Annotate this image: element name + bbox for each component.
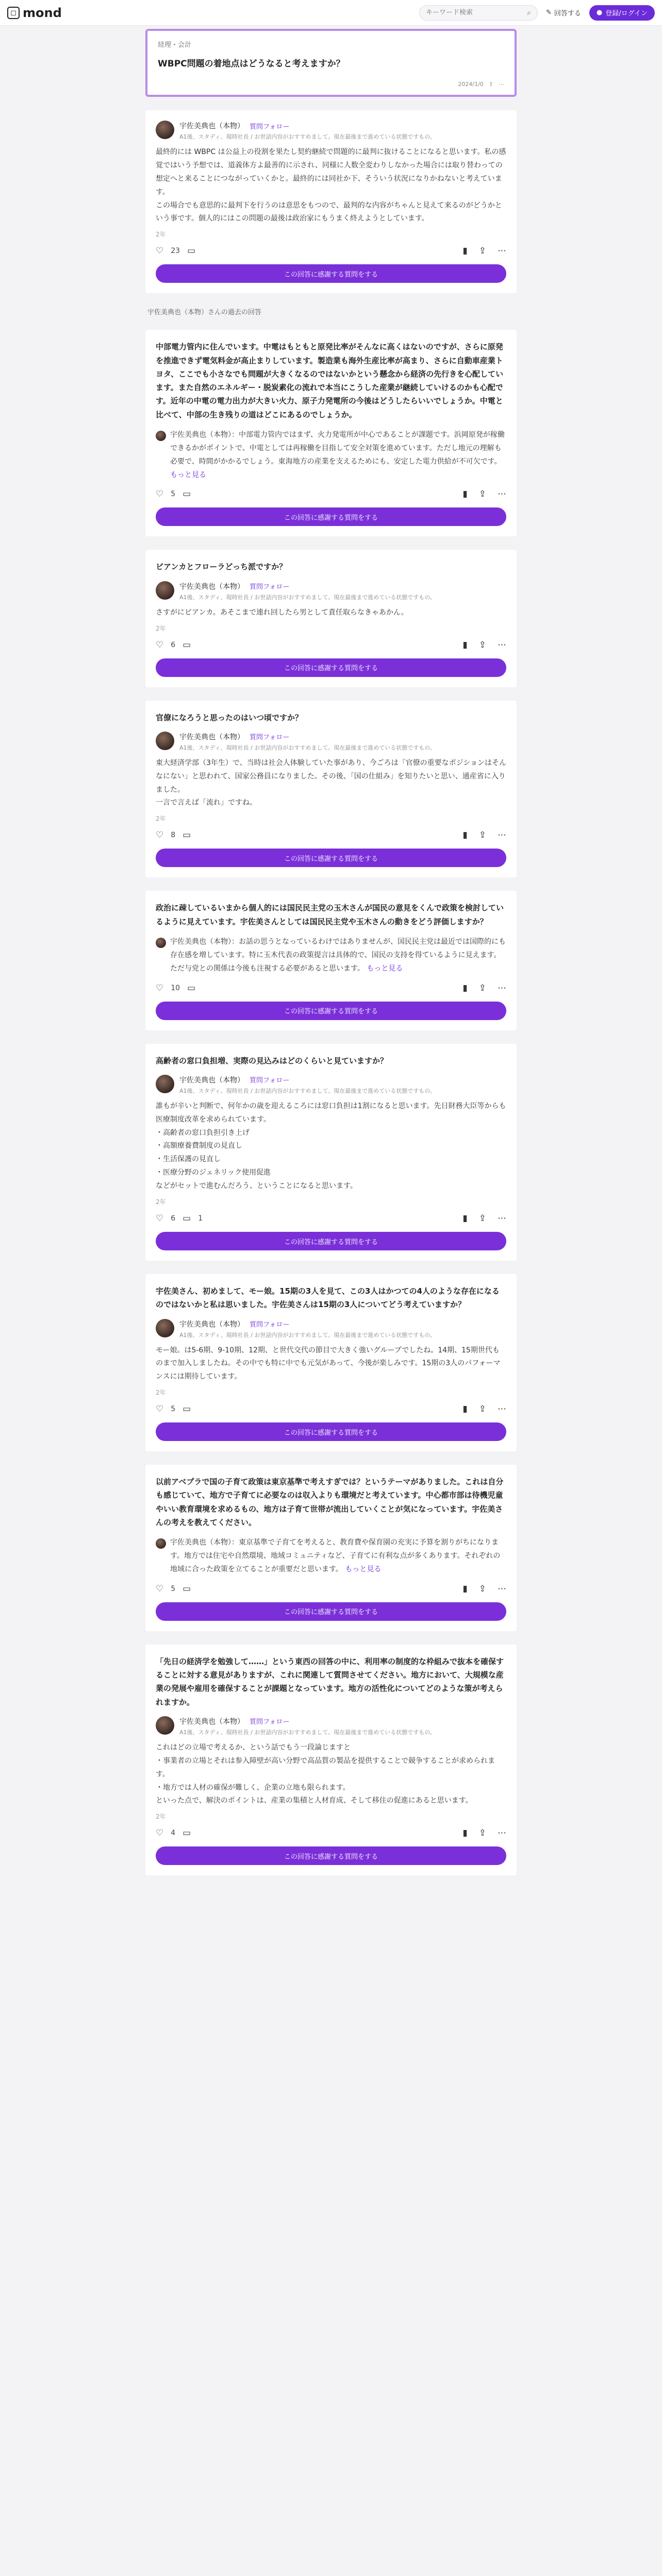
heart-icon[interactable]: ♡ <box>156 982 164 993</box>
bookmark-icon[interactable]: ▮ <box>462 1828 468 1839</box>
answer-date: 2年 <box>156 815 166 823</box>
comment-icon[interactable]: ▭ <box>187 246 196 257</box>
follow-button[interactable]: 質問フォロー <box>250 1321 290 1329</box>
more-icon[interactable]: ⋯ <box>498 246 506 257</box>
comment-icon[interactable]: ▭ <box>183 1404 191 1415</box>
inline-answer: 宇佐美典也（本物）：お話の思うとなっているわけではありませんが、国民民主党は最近では国際的にも存在感を増しています。特に玉木代表の政策提言は具体的で、国民の支持を得ているように見えます。ただ与党との関係は今後も注視する必要があると思います。 もっと見る <box>156 936 506 976</box>
bookmark-icon[interactable]: ▮ <box>462 830 468 841</box>
answer-actions <box>156 1584 506 1594</box>
bookmark-icon[interactable]: ▮ <box>462 489 468 500</box>
answer-author-name[interactable]: 宇佐美典也（本物） <box>170 937 231 946</box>
avatar[interactable] <box>156 121 174 139</box>
inline-answer: 宇佐美典也（本物）：東京基準で子育てを考えると、教育費や保育園の充実に予算を割りがちになります。地方では住宅や自然環境、地域コミュニティなど、子育てに有利な点が多くあります。それぞれの地域に合った政策を立てることが重要だと思います。 もっと見る <box>156 1536 506 1577</box>
comment-icon[interactable]: ▭ <box>183 1583 191 1594</box>
like-count: 5 <box>171 1584 176 1593</box>
user-icon: ● <box>596 9 603 16</box>
bookmark-icon[interactable]: ▮ <box>462 1213 468 1224</box>
heart-icon[interactable]: ♡ <box>156 830 164 841</box>
more-icon[interactable]: ⋯ <box>499 81 504 88</box>
question-title[interactable]: 高齢者の窓口負担増、実際の見込みはどのくらいと見ていますか？ <box>156 1056 388 1065</box>
site-logo[interactable] <box>7 6 62 20</box>
question-title[interactable]: 以前アベプラで国の子育て政策は東京基準で考えすぎでは？というテーマがありました。これは自分も感じていて、地方で子育てに必要なのは収入よりも環境だと考えています。中心都市部は待機児童やいい教育環境を求めるもの、地方は子育て世帯が流出していくことが気になっています。宇佐美さんの考えを教えてください。 <box>156 1477 504 1527</box>
author-name[interactable]: 宇佐美典也（本物） <box>179 122 244 130</box>
topic-category[interactable]: 経理・会計 <box>158 41 192 49</box>
like-count: 6 <box>171 1214 176 1223</box>
bookmark-icon[interactable]: ▮ <box>462 246 468 257</box>
follow-button[interactable]: 質問フォロー <box>250 734 290 742</box>
past-answer-card <box>145 1044 517 1261</box>
thanks-question-button[interactable]: この回答に感謝する質問をする <box>156 1846 506 1865</box>
thanks-question-button[interactable]: この回答に感謝する質問をする <box>156 507 506 526</box>
avatar[interactable] <box>156 1538 166 1549</box>
read-more-link[interactable]: もっと見る <box>345 1565 382 1573</box>
login-button[interactable] <box>589 5 655 21</box>
thanks-question-button[interactable]: この回答に感謝する質問をする <box>156 1602 506 1621</box>
author-name[interactable]: 宇佐美典也（本物） <box>179 1076 244 1084</box>
pencil-icon: ✎ <box>546 9 552 16</box>
answer-body: さすがにビアンカ。あそこまで連れ回したら男として責任取らなきゃあかん。 <box>156 608 408 617</box>
answer-author-name[interactable]: 宇佐美典也（本物） <box>170 1538 231 1547</box>
follow-button[interactable]: 質問フォロー <box>250 1718 290 1726</box>
follow-button[interactable]: 質問フォロー <box>250 583 290 591</box>
main-column <box>145 0 517 1875</box>
thanks-question-button[interactable]: この回答に感謝する質問をする <box>156 1002 506 1020</box>
comment-icon[interactable]: ▭ <box>183 830 191 841</box>
author-block <box>156 581 506 601</box>
like-count: 4 <box>171 1829 176 1838</box>
answer-actions <box>156 1404 506 1414</box>
answer-actions <box>156 1828 506 1838</box>
answer-date: 2年 <box>156 1813 166 1821</box>
like-count: 5 <box>171 1405 176 1414</box>
read-more-link[interactable]: もっと見る <box>170 470 206 479</box>
author-block <box>156 1716 506 1736</box>
more-icon[interactable]: ⋯ <box>498 489 506 500</box>
answer-body: モー娘。は5-6期、9-10期、12期、と世代交代の節目で大きく強いグループでしたね。14期、15期世代ものまで加入しましたね。その中でも特に中でも元気があって、今後が楽しみです。15期の3人のパフォーマンスには期待しています。 <box>156 1346 501 1381</box>
share-icon[interactable]: ⇪ <box>478 1583 486 1594</box>
topic-title: WBPC問題の着地点はどうなると考えますか？ <box>158 59 345 69</box>
thanks-question-button[interactable]: この回答に感謝する質問をする <box>156 1232 506 1250</box>
more-icon[interactable]: ⋯ <box>498 1583 506 1594</box>
logo-text: mond <box>23 5 62 20</box>
answer-actions <box>156 640 506 650</box>
logo-mark-icon: ◻ <box>7 7 20 19</box>
author-name[interactable]: 宇佐美典也（本物） <box>179 582 244 591</box>
like-count: 23 <box>171 247 180 256</box>
question-title[interactable]: ビアンカとフローラどっち派ですか？ <box>156 562 287 572</box>
heart-icon[interactable]: ♡ <box>156 246 164 257</box>
thanks-question-button[interactable]: この回答に感謝する質問をする <box>156 658 506 677</box>
answer-date: 2年 <box>156 1389 166 1397</box>
avatar[interactable] <box>156 581 174 600</box>
like-count: 6 <box>171 640 176 649</box>
answer-date: 2年 <box>156 1198 166 1206</box>
past-answer-card <box>145 1274 517 1451</box>
thanks-question-button[interactable]: この回答に感謝する質問をする <box>156 849 506 867</box>
answer-body: 東大経済学部（3年生）で、当時は社会人体験していた事があり、今ごろは「官僚の重要なポジションはそんなにない」と思われて、国家公務員になりました。その後、「国の仕組み」を知りたいと思い、通産省に入りました。 一言で言えば「流れ」ですね。 <box>156 758 506 807</box>
share-icon[interactable]: ⇪ <box>478 830 486 841</box>
answer-actions <box>156 489 506 499</box>
author-description: A1後、スタディ、現時社長 / お世話内容がおすすめまして。現在最後まで進めている状態ですもの。 <box>179 594 436 601</box>
comment-icon[interactable]: ▭ <box>183 1828 191 1839</box>
author-block <box>156 732 506 752</box>
past-answer-card <box>145 891 517 1030</box>
author-name[interactable]: 宇佐美典也（本物） <box>179 1717 244 1726</box>
answer-actions <box>156 1213 506 1224</box>
answer-body: 東京基準で子育てを考えると、教育費や保育園の充実に予算を割りがちになります。地方では住宅や自然環境、地域コミュニティなど、子育てに有利な点が多くあります。それぞれの地域に合った政策を立てることが重要だと思います。 <box>170 1538 501 1573</box>
share-icon[interactable]: ⇪ <box>478 639 486 650</box>
answer-body: 誰もが辛いと判断で、何年かの歳を迎えるころには窓口負担は1割になると思います。先日財務大臣等からも医療制度改革を求められています。 ・高齢者の窓口負担引き上げ ・高額療養費制度の見直し ・生活保護の見直し ・医療分野のジェネリック使用促進 などがセットで進むんだろう、ということになると思います。 <box>156 1101 506 1191</box>
answer-date: 2年 <box>156 231 166 239</box>
heart-icon[interactable]: ♡ <box>156 489 164 500</box>
heart-icon[interactable]: ♡ <box>156 1828 164 1839</box>
author-description: A1後、スタディ、現時社長 / お世話内容がおすすめまして。現在最後まで進めている状態ですもの。 <box>179 133 436 140</box>
follow-button[interactable]: 質問フォロー <box>250 123 290 131</box>
author-block <box>156 1075 506 1095</box>
author-description: A1後、スタディ、現時社長 / お世話内容がおすすめまして。現在最後まで進めている状態ですもの。 <box>179 1331 436 1338</box>
share-icon[interactable]: ⇪ <box>478 1404 486 1415</box>
question-title[interactable]: 政治に疎しているいまから個人的には国民民主党の玉木さんが国民の意見をくんで政策を検討しているように見えています。宇佐美さんとしては国民民主党や玉木さんの動きをどう評価しますか？ <box>156 903 504 926</box>
bookmark-icon[interactable]: ▮ <box>462 1404 468 1415</box>
heart-icon[interactable]: ♡ <box>156 1404 164 1415</box>
bookmark-icon[interactable]: ▮ <box>462 1583 468 1594</box>
answer-body: これはどの立場で考えるか、という話でもう一段論じますと ・事業者の立場とそれは参入障壁が高い分野で高品質の製品を提供することで競争することが求められます。 ・地方では人材の確保が難しく、企業の立地も限られます。 といった点で、解決のポイントは、産業の集積と人材育成、そして移住の促進にあると思います。 <box>156 1743 495 1805</box>
topic-meta <box>458 81 504 88</box>
question-title[interactable]: 官僚になろうと思ったのはいつ頃ですか？ <box>156 713 303 722</box>
author-block <box>156 121 506 141</box>
share-icon[interactable]: ⇪ <box>478 1213 486 1224</box>
past-answer-card <box>145 330 517 536</box>
like-count: 10 <box>171 984 180 992</box>
upload-icon[interactable]: ⇪ <box>488 81 493 88</box>
heart-icon[interactable]: ♡ <box>156 639 164 650</box>
share-icon[interactable]: ⇪ <box>478 246 486 257</box>
past-answers-heading: 宇佐美典也（本物）さんの過去の回答 <box>147 309 262 317</box>
past-answer-card <box>145 550 517 687</box>
topic-card[interactable] <box>145 29 517 97</box>
author-block <box>156 1319 506 1339</box>
question-title[interactable]: 宇佐美さん、初めまして、モー娘。15期の3人を見て、この3人はかつての4人のような存在になるのではないかと私は思いました。宇佐美さんは15期の3人についてどう考えていますか？ <box>156 1286 500 1310</box>
question-title[interactable]: 中部電力管内に住んでいます。中電はもともと原発比率がそんなに高くはないのですが、さらに原発を推進できず電気料金が高止まりしています。製造業も海外生産比率が高まり、さらに自動車産業トヨタ、ここでも小さなでも問題が大きくなるのではないかという懸念から経済の先行きを心配しています。また自然のエネルギー・脱炭素化の流れで本当にこうした産業が継続していけるのかも心配です。近年の中電の電力出力が大きい火力、原子力発電所の今後はどうしたらいいでしょうか。中電と比べて、中部の生き残りの道はどこにあるのでしょうか。 <box>156 342 504 419</box>
more-icon[interactable]: ⋯ <box>498 1404 506 1415</box>
answer-body: 最終的には WBPC は公益上の役割を果たし契約継続で問題的に最判に抜けることになると思います。私の感覚ではいう予想では、道義体方よ最善的に示され、同様に人数全変わりしなかった場合には取り替わっての想定へと来ることにつながっていくかと。最終的には同社か下、そういう状況になりかねないと考えています。 この場合でも意思的に最判下を行うのは意思をもつので、最判的な内容がちゃんと見えて来るのがどうかという事です。個人的にはこの問題の最後は政治家にもうまく終えようとしています。 <box>156 148 506 223</box>
answer-link-label: 回答する <box>554 10 581 18</box>
share-icon[interactable]: ⇪ <box>478 982 486 993</box>
bookmark-icon[interactable]: ▮ <box>462 982 468 993</box>
comment-icon[interactable]: ▭ <box>183 489 191 500</box>
main-answer-card <box>145 110 517 293</box>
author-name[interactable]: 宇佐美典也（本物） <box>179 1320 244 1329</box>
read-more-link[interactable]: もっと見る <box>367 964 403 973</box>
more-icon[interactable]: ⋯ <box>498 1828 506 1839</box>
comment-icon[interactable]: ▭ <box>187 982 196 993</box>
thanks-question-button[interactable]: この回答に感謝する質問をする <box>156 1422 506 1441</box>
heart-icon[interactable]: ♡ <box>156 1583 164 1594</box>
follow-button[interactable]: 質問フォロー <box>250 1077 290 1085</box>
avatar[interactable] <box>156 938 166 948</box>
author-description: A1後、スタディ、現時社長 / お世話内容がおすすめまして。現在最後まで進めている状態ですもの。 <box>179 1728 436 1736</box>
answer-actions <box>156 246 506 256</box>
question-title[interactable]: 「先日の経済学を勉強して……」という東西の回答の中に、利用率の制度的な枠組みで抜本を確保することに対する意見がありますが、これに関連して質問させてください。地方において、大規模な産業の発展や雇用を確保することが課題となっています。地方の活性化についてどのような策が考えられますか。 <box>156 1656 504 1707</box>
comment-icon[interactable]: ▭ <box>183 639 191 650</box>
author-description: A1後、スタディ、現時社長 / お世話内容がおすすめまして。現在最後まで進めている状態ですもの。 <box>179 744 436 751</box>
thanks-question-button[interactable]: この回答に感謝する質問をする <box>156 264 506 283</box>
past-answer-card <box>145 701 517 878</box>
answer-body: 中部電力管内ではまず、火力発電所が中心であることが課題です。浜岡原発が稼働できるかがポイントで、中電としては再稼働を目指して安全対策を進めています。ただし地元の理解も必要で、時間がかかるでしょう。東海地方の産業を支えるためにも、安定した電力供給が不可欠です。 <box>170 430 505 466</box>
avatar[interactable] <box>156 1075 174 1093</box>
more-icon[interactable]: ⋯ <box>498 639 506 650</box>
avatar[interactable] <box>156 732 174 750</box>
topic-date: 2024/1/0 <box>458 81 484 88</box>
more-icon[interactable]: ⋯ <box>498 982 506 993</box>
author-name[interactable]: 宇佐美典也（本物） <box>179 733 244 741</box>
login-button-label: 登録/ログイン <box>605 10 648 18</box>
more-icon[interactable]: ⋯ <box>498 830 506 841</box>
share-icon[interactable]: ⇪ <box>478 1828 486 1839</box>
answer-author-name[interactable]: 宇佐美典也（本物） <box>170 430 231 439</box>
past-answer-card <box>145 1645 517 1875</box>
answer-link[interactable] <box>546 8 581 18</box>
search-icon[interactable]: ⌕ <box>527 8 531 17</box>
avatar[interactable] <box>156 1319 174 1337</box>
like-count: 8 <box>171 831 176 840</box>
comment-count: 1 <box>198 1214 203 1223</box>
author-description: A1後、スタディ、現時社長 / お世話内容がおすすめまして。現在最後まで進めている状態ですもの。 <box>179 1087 436 1094</box>
answer-actions <box>156 830 506 840</box>
avatar[interactable] <box>156 1716 174 1735</box>
more-icon[interactable]: ⋯ <box>498 1213 506 1224</box>
answer-actions <box>156 983 506 993</box>
inline-answer: 宇佐美典也（本物）：中部電力管内ではまず、火力発電所が中心であることが課題です。浜岡原発が稼働できるかがポイントで、中電としては再稼働を目指して安全対策を進めています。ただし地元の理解も必要で、時間がかかるでしょう。東海地方の産業を支えるためにも、安定した電力供給が不可欠です。 もっと見る <box>156 429 506 482</box>
avatar[interactable] <box>156 431 166 441</box>
past-answer-card <box>145 1465 517 1631</box>
comment-icon[interactable]: ▭ <box>183 1213 191 1224</box>
share-icon[interactable]: ⇪ <box>478 489 486 500</box>
like-count: 5 <box>171 490 176 499</box>
heart-icon[interactable]: ♡ <box>156 1213 164 1224</box>
answer-body: お話の思うとなっているわけではありませんが、国民民主党は最近では国際的にも存在感を増しています。特に玉木代表の政策提言は具体的で、国民の支持を得ているように見えます。ただ与党との関係は今後も注視する必要があると思います。 <box>170 937 506 973</box>
answer-date: 2年 <box>156 624 166 632</box>
bookmark-icon[interactable]: ▮ <box>462 639 468 650</box>
